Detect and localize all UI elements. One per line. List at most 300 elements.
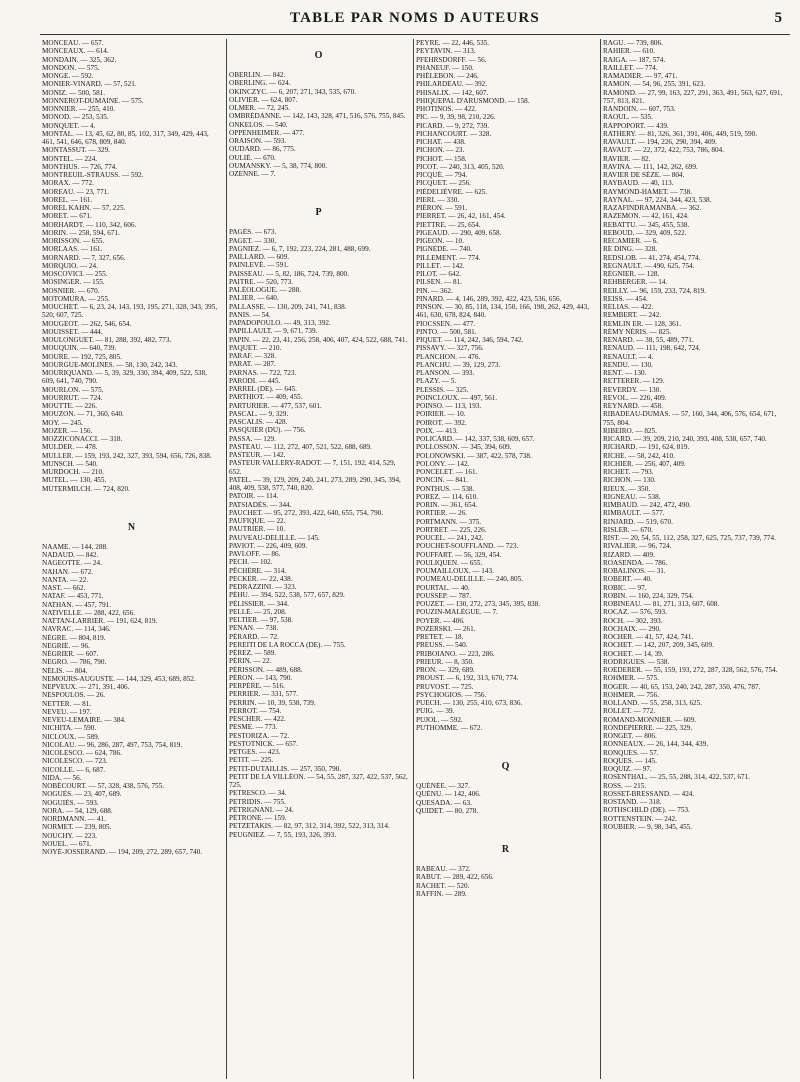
index-entry: PIETTRE. — 25, 654. (416, 220, 481, 229)
index-entry: PICQUÉ. — 794. (416, 171, 468, 179)
index-entry: MORIN. — 258, 594, 671. (42, 228, 120, 237)
index-entry: OMBRÉDANNE. — 142, 143, 328, 471, 516, 576, 755, 845. (229, 112, 406, 121)
index-entry: PETIT. — 225. (229, 756, 274, 765)
index-entry: RELIAS. — 422. (603, 303, 654, 311)
index-entry: POYER. — 406. (416, 616, 465, 625)
index-entry: RATHERY. — 81, 326, 361, 391, 406, 449, 519, 590. (603, 129, 758, 138)
page-title: TABLE PAR NOMS D AUTEURS (290, 10, 540, 26)
index-entry: PECKER. — 22, 438. (229, 574, 293, 583)
index-entry: RANDOIN. — 607, 753. (603, 105, 676, 113)
index-entry: NETTER. — 81. (42, 699, 92, 708)
index-entry: POIX. — 413. (416, 426, 458, 435)
index-entry: ROQUIZ. — 97. (603, 765, 652, 773)
index-entry: PRIBOIANO. — 223, 286. (416, 649, 495, 658)
index-entry: PÊCHÈRE. — 314. (229, 566, 287, 575)
index-entry: NÈGRE. — 804, 819. (42, 633, 106, 642)
index-entry: RIZARD. — 409. (603, 550, 655, 559)
section-letter: N (127, 521, 136, 533)
index-entry: ROSSET-BRESSAND. — 424. (603, 789, 695, 798)
index-entry: PILLET. — 142. (416, 261, 465, 270)
index-entry: POUCHET-SOUFFLAND. — 723. (416, 542, 519, 551)
index-entry: ROQUES. — 145. (603, 756, 657, 765)
index-entry: NICLOUX. — 589. (42, 732, 100, 741)
index-entry: NANTA. — 22. (42, 575, 89, 584)
index-entry: POZERSKI. — 261. (416, 624, 476, 633)
index-entry: MONTREUIL-STRAUSS. — 592. (42, 171, 144, 179)
index-entry: RAGU. — 739, 806. (603, 39, 663, 47)
index-entry: ROCHER. — 41, 57, 424, 741. (603, 633, 694, 641)
index-entry: RAVIER DE SÈZE. — 804. (603, 171, 685, 179)
index-entry: REDSLOB. — 41, 274, 454, 774. (603, 253, 701, 262)
index-entry: MONGE. — 592. (42, 72, 94, 80)
index-entry: ROSENTHAL. — 25, 55, 288, 314, 422, 537, 671. (603, 773, 750, 782)
index-entry: MUTEL. — 130, 455. (42, 476, 107, 485)
index-entry: NADAUD. — 842. (42, 551, 99, 559)
index-entry: REBOUD. — 329, 409, 522. (603, 228, 687, 237)
index-entry: NATHAN. — 457, 791. (42, 600, 112, 609)
index-entry: REVOL. — 226, 409. (603, 393, 667, 402)
index-entry: PICQUET. — 256. (416, 179, 471, 188)
index-entry: RAYNAL. — 97, 224, 344, 423, 538. (603, 195, 712, 204)
index-entry: PAGÈS. — 673. (229, 228, 277, 237)
index-entry: RIBADEAU-DUMAS. — 57, 160, 344, 406, 576, 654, 671, 755, 804. (603, 410, 777, 427)
index-entry: POUFFART. — 56, 329, 454. (416, 550, 502, 559)
index-entry: RENAUD. — 111, 198, 642, 724. (603, 344, 701, 353)
index-entry: ORAISON. — 593. (229, 137, 287, 145)
index-entry: NOYÉ-JOSSERAND. — 194, 209, 272, 289, 657, 740. (42, 848, 203, 856)
index-entry: OLMER. — 72, 245. (229, 104, 291, 112)
index-entry: RAYMOND-HAMET. — 738. (603, 187, 693, 196)
index-entry: REHBERGER. — 14. (603, 278, 668, 287)
index-entry: PALIER. — 640. (229, 294, 279, 303)
index-entry: PETRIDIS. — 755. (229, 797, 286, 806)
index-entry: NEPVEUX. — 271, 391, 406. (42, 683, 130, 691)
index-entry: PASTEUR. — 142. (229, 451, 286, 459)
index-entry: MOSCOVICI. — 255. (42, 270, 108, 278)
index-entry: MORLAAS. — 161. (42, 245, 103, 254)
index-entry: PUTHOMME. — 672. (416, 723, 483, 732)
index-entry: PERROT. — 754. (229, 706, 282, 715)
index-entry: PINSON. — 30, 85, 118, 134, 150, 166, 198, 262, 429, 443, 461, 630, 678, 824, 840. (416, 303, 590, 320)
index-entry: PILLEMENT. — 774. (416, 253, 481, 262)
index-entry: PESTORIZA. — 72. (229, 731, 290, 740)
index-entry: PELTIER. — 97, 538. (229, 616, 294, 624)
index-entry: MOUZON. — 71, 360, 640. (42, 410, 124, 419)
index-entry: ROCHET. — 142, 207, 209, 345, 609. (603, 641, 714, 650)
index-entry: PESCHER. — 422. (229, 715, 286, 723)
index-entry: RAZAFINDRAMANBA. — 362. (603, 204, 702, 212)
index-entry: PEYTAVIN. — 313. (416, 47, 476, 56)
index-entry: MOSINGER. — 155. (42, 278, 105, 287)
index-entry: MONCEAUX. — 614. (42, 47, 109, 56)
index-entry: PHIQUEPAL D'ARUSMOND. — 158. (416, 96, 530, 105)
index-entry: RIGNEAU. — 538. (603, 492, 661, 501)
index-entry: MONOD. — 253, 535. (42, 113, 109, 122)
index-entry: NOGUÈS. — 23, 407, 689. (42, 790, 122, 799)
index-entry: PUIG. — 39. (416, 707, 455, 716)
index-entry: MONIZ. — 500, 581. (42, 88, 106, 97)
index-entry: RICHIER. — 256, 407, 409. (603, 459, 686, 468)
index-entry: PARTHIOT. — 409, 455. (229, 393, 303, 402)
index-entry: PÉRISSON. — 489, 688. (229, 665, 303, 674)
index-entry: NICOLAU. — 96, 286, 287, 497, 753, 754, 819. (42, 740, 183, 749)
index-entry: POLLOSSON. — 345, 394, 609. (416, 443, 512, 452)
index-entry: NEGRIÉ. — 96. (42, 641, 90, 650)
index-entry: MONNEROT-DUMAINE. — 575. (42, 96, 144, 105)
index-entry: PRON. — 329, 689. (416, 666, 475, 674)
index-entry: MONDAIN. — 325, 362. (42, 55, 117, 64)
index-entry: PILSEN. — 81. (416, 278, 462, 287)
index-entry: RICHON. — 130. (603, 476, 656, 485)
index-entry: PILOT. — 642. (416, 270, 461, 278)
index-entry: POUSSEP. — 787. (416, 591, 472, 600)
index-entry: PICARD. — 9, 272, 739. (416, 121, 490, 130)
index-entry: PAPIN. — 22, 23, 41, 256, 258, 406, 407, 424, 522, 688, 741. (229, 335, 408, 344)
index-entry: RAFFIN. — 289. (416, 889, 467, 898)
index-entry: PAUVEAU-DELILLE. — 145. (229, 533, 320, 542)
index-entry: PINTO. — 500, 581. (416, 327, 477, 336)
index-entry: PIÉDELIÈVRE. — 625. (416, 187, 488, 196)
index-entry: PASCALIS. — 428. (229, 418, 288, 426)
index-entry: NEMOURS-AUGUSTE. — 144, 329, 453, 689, 852. (42, 674, 196, 683)
index-entry: PAINLEVÉ. — 591. (229, 261, 289, 270)
index-entry: RICARD. — 39, 209, 210, 240, 393, 408, 538, 657, 740. (603, 435, 767, 443)
index-entry: MOURLON. — 575. (42, 385, 104, 394)
index-entry: RAVIER. — 82. (603, 154, 651, 163)
section-letter: Q (501, 761, 510, 772)
index-entry: POURTAL. — 40. (416, 583, 470, 592)
index-entry: REBATTU. — 345, 455, 538. (603, 220, 690, 229)
index-entry: RÉGNIER. — 128. (603, 270, 660, 278)
index-entry: ROSTAND. — 318. (603, 798, 662, 806)
index-entry: QUÉNU. — 142, 406. (416, 790, 481, 799)
index-entry: MOZZICONACCI. — 318. (42, 435, 123, 443)
index-entry: ROCHET. — 14, 39. (603, 649, 664, 658)
index-entry: NICHITA. — 590. (42, 724, 97, 733)
index-entry: PIGEON. — 10. (416, 237, 464, 245)
index-entry: REGNAULT. — 490, 625, 754. (603, 261, 695, 270)
index-entry: NÉGRIER. — 607. (42, 650, 99, 658)
index-entry: PASCAL. — 9, 329. (229, 409, 289, 418)
index-entry: PHILARDEAU. — 392. (416, 80, 488, 89)
index-entry: NORA. — 54, 129, 688. (42, 806, 113, 815)
index-entry: NIDA. — 56. (42, 773, 82, 782)
index-entry: PARAF. — 328. (229, 352, 277, 360)
index-entry: RENT. — 130. (603, 369, 647, 377)
index-entry: PATOIR. — 114. (229, 492, 279, 501)
index-entry: NOBÉCOURT. — 57, 328, 438, 576, 755. (42, 782, 165, 790)
index-entry: MORQUIO. — 24. (42, 261, 98, 270)
index-entry: PUJOL. — 592. (416, 715, 463, 724)
index-entry: ROBALINOS. — 31. (603, 567, 666, 575)
index-entry: PICOT. — 240, 313, 405, 520. (416, 162, 505, 171)
index-entry: PRETET. — 18. (416, 633, 464, 641)
index-entry: PERRIN. — 10, 39, 538, 739. (229, 698, 316, 707)
section-letter: R (501, 844, 510, 855)
index-entry: PETGES. — 423. (229, 748, 281, 756)
index-entry: POINSO. — 113, 193. (416, 402, 482, 410)
index-entry: MOUGEOT. — 262, 546, 654. (42, 319, 132, 328)
index-entry: PESME. — 773. (229, 723, 278, 732)
index-entry: ROMAND-MONNIER. — 609. (603, 715, 697, 724)
index-entry: NAHAN. — 672. (42, 567, 94, 576)
index-entry: MOULONGUET. — 81, 288, 392, 482, 773. (42, 336, 172, 344)
index-entry: RAOUL. — 535. (603, 113, 653, 122)
index-entry: MONNIER. — 255, 410. (42, 105, 116, 113)
index-entry: PATSIADÈS. — 344. (229, 500, 292, 509)
index-entry: PICHAT. — 438. (416, 138, 466, 146)
index-entry: ROHMER. — 575. (603, 674, 659, 683)
index-entry: RAYBAUD. — 40, 113. (603, 179, 674, 188)
index-entry: PAUTRIER. — 10. (229, 525, 286, 534)
index-entry: RETTERER. — 129. (603, 377, 665, 386)
index-entry: PHISALIX. — 142, 607. (416, 88, 489, 97)
index-entry: PIC. — 9, 39, 98, 210, 226. (416, 113, 496, 122)
index-entry: QUIDET. — 80, 278. (416, 806, 479, 815)
index-entry: OZENNE. — 7. (229, 170, 276, 178)
index-entry: RIMBAUD. — 242, 472, 490. (603, 501, 691, 509)
index-entry: RACHET. — 520. (416, 881, 470, 890)
index-entry: PEDRAZZINI. — 323. (229, 583, 297, 591)
index-entry: PARTURIER. — 477, 537, 601. (229, 401, 322, 410)
section-spacer (42, 493, 221, 511)
index-entry: PAUCHET. — 95, 272, 393, 422, 640, 655, 754, 790. (229, 508, 384, 517)
index-entry: PIERI. — 330. (416, 195, 460, 204)
index-entry: RAHIER. — 610. (603, 47, 655, 56)
index-entry: PICHOT. — 158. (416, 154, 467, 163)
index-entry: PIGEAUD. — 290, 409, 658. (416, 228, 502, 237)
index-entry: RODRIGUES. — 538. (603, 657, 670, 666)
index-entry: PRUVOST. — 725. (416, 682, 474, 691)
index-entry: PARNAS. — 722, 723. (229, 368, 297, 377)
index-entry: PEUGNIEZ. — 7, 55, 193, 326, 393. (229, 830, 337, 839)
index-entry: RIBEIRO. — 825. (603, 426, 657, 435)
index-entry: MULDER. — 478. (42, 443, 98, 452)
index-entry: PLESSIS. — 325. (416, 385, 469, 394)
index-entry: ROCHAIX. — 290. (603, 624, 661, 633)
index-entry: MULLER. — 159, 193, 242, 327, 393, 594, 656, 726, 838. (42, 451, 212, 460)
index-entry: RAZEMON. — 42, 161, 424. (603, 212, 689, 221)
index-entry: RAMADIER. — 97, 471. (603, 72, 678, 80)
index-entry: PARREL (DE). — 645. (229, 385, 297, 393)
index-entry: RÉMY NÉRIS. — 825. (603, 327, 672, 336)
index-entry: ROUBIER. — 9, 98, 345, 455. (603, 822, 693, 831)
index-entry: POIRIER. — 10. (416, 410, 466, 419)
index-entry: NAAME. — 144, 288. (42, 542, 108, 551)
index-entry: OKINCZYC. — 6, 207, 271, 343, 535, 670. (229, 87, 356, 96)
index-entry: ROSS. — 215. (603, 781, 647, 790)
index-entry: MOREL. — 161. (42, 195, 93, 204)
index-entry: PIERRET. — 26, 42, 161, 454. (416, 212, 506, 221)
index-entry: POULIQUEN. — 655. (416, 558, 483, 567)
index-entry: PELLÉ. — 25, 208. (229, 607, 287, 616)
index-entry: PÉLISSIER. — 344. (229, 599, 289, 608)
index-entry: MURDOCH. — 210. (42, 468, 104, 476)
index-entry: PONCELET. — 161. (416, 468, 478, 476)
index-entry: POLICARD. — 142, 337, 538, 609, 657. (416, 435, 535, 443)
index-entry: NORDMANN. — 41. (42, 815, 106, 823)
index-entry: REMLIN ER. — 128, 361. (603, 319, 682, 328)
index-entry: ROTHSCHILD (DE). — 753. (603, 806, 690, 815)
index-entry: RAMOND. — 27, 99, 163, 227, 291, 363, 491, 563, 627, 691, 757, 813, 821. (603, 88, 783, 105)
index-entry: RINJARD. — 519, 670. (603, 517, 673, 526)
index-entry: NAST. — 662. (42, 584, 86, 592)
index-entry: POUZET. — 130, 272, 273, 345, 395, 838. (416, 600, 541, 608)
index-entry: PHANEUF. — 150. (416, 63, 474, 72)
index-entry: NAVRAC. — 114, 346. (42, 625, 111, 634)
index-entry: RICHET. — 793. (603, 468, 654, 476)
index-entry: MONDON. — 575. (42, 63, 100, 72)
index-entry: PÉTRIGNANI. — 24. (229, 805, 294, 814)
index-entry: RENAULT. — 4. (603, 352, 654, 361)
index-entry: MOUQUIN. — 640, 739. (42, 344, 117, 353)
index-entry: PICHANCOURT. — 328. (416, 129, 492, 138)
index-entry: PÉTRONE. — 159. (229, 814, 287, 822)
index-entry: MONTEL. — 224. (42, 154, 98, 163)
index-entry: MOREAU. — 23, 771. (42, 187, 110, 196)
index-entry: NICOLESCO. — 723. (42, 757, 108, 766)
index-entry: POINCLOUX. — 497, 561. (416, 393, 498, 402)
index-entry: PATEL. — 39, 129, 209, 240, 241, 273, 289, 290, 345, 394, 408, 409, 538, 577, 740, 820. (229, 475, 401, 492)
index-entry: RAILLET. — 774. (603, 63, 658, 72)
index-entry: PONTHUS. — 538. (416, 484, 475, 493)
index-entry: NEGRO. — 786, 790. (42, 658, 107, 667)
index-entry: PASTEUR VALLERY-RADOT. — 7, 151, 192, 414, 529, 652. (229, 459, 396, 476)
index-entry: ROASENDA. — 786. (603, 558, 668, 567)
index-entry: MOY. — 245. (42, 418, 84, 427)
index-entry: RONGET. — 806. (603, 732, 657, 740)
index-entry: PECH. — 102. (229, 558, 273, 567)
index-entry: POREZ. — 114, 610. (416, 492, 479, 501)
index-entry: MUTERMILCH. — 724, 820. (42, 484, 130, 493)
index-entry: PARAT. — 287. (229, 360, 276, 369)
index-entry: PETZETAKIS. — 82, 97, 312, 314, 392, 522, 313, 314. (229, 822, 390, 831)
index-entry: MOUISSET. — 444. (42, 327, 103, 336)
index-entry: OBERLING. — 624. (229, 79, 291, 88)
index-entry: NATIVELLE. — 288, 422, 656. (42, 608, 136, 617)
index-entry: REYNARD. — 458. (603, 402, 663, 410)
index-entry: MOUTTE. — 226. (42, 402, 98, 410)
index-entry: NAGEOTTE. — 24. (42, 559, 102, 568)
index-entry: MONIER-VINARD. — 57, 521. (42, 80, 137, 89)
index-entry: PAITRE. — 520, 773. (229, 277, 294, 286)
index-entry: MOREL KAHN. — 57, 225. (42, 204, 126, 212)
index-entry: NATAF. — 453, 771. (42, 592, 104, 601)
index-entry: PAVIOT. — 226, 409, 609. (229, 541, 308, 550)
index-entry: NOUCHY. — 223. (42, 831, 97, 840)
index-entry: PAILLARD. — 609. (229, 253, 290, 261)
index-entry: RIVALIER. — 96, 724. (603, 542, 672, 551)
index-entry: PIGNÈDE. — 740. (416, 245, 472, 254)
index-entry: PORTIER. — 26. (416, 509, 468, 518)
index-entry: PLANCHON. — 476. (416, 352, 481, 361)
index-entry: ROHMER. — 756. (603, 690, 659, 699)
index-entry: RENARD. — 38, 55, 489, 771. (603, 336, 694, 344)
index-entry: PENAN. — 738. (229, 624, 279, 633)
section-letter: O (314, 50, 323, 61)
index-entry: PIOCSSEN. — 477. (416, 319, 476, 328)
index-entry: RABEAU. — 372. (416, 865, 471, 873)
index-entry: MOURIQUAND. — 5, 39, 329, 330, 394, 409, 522, 538, 609, 641, 740, 790. (42, 369, 207, 386)
index-entry: MONTHUS. — 726, 774. (42, 162, 118, 171)
index-entry: POIROT. — 392. (416, 418, 467, 427)
index-entry: PORTMANN. — 375. (416, 517, 482, 526)
index-entry: OUDARD. — 86, 775. (229, 145, 296, 154)
index-entry: PORTRET. — 225, 226. (416, 525, 487, 534)
index-entry: PETIT DE LA VILLÉON. — 54, 55, 287, 327, 422, 537, 562, 725. (229, 772, 408, 789)
index-entry: PALLASSE. — 130, 209, 241, 741, 838. (229, 302, 347, 311)
index-entry: NICOLESCO. — 624, 786. (42, 749, 122, 757)
index-entry: MOUCHET. — 6, 23, 24, 143, 193, 195, 271, 328, 343, 395, 520, 607, 725. (42, 303, 218, 320)
index-entry: PREUSS. — 540. (416, 641, 468, 650)
index-entry: MOZER. — 156. (42, 426, 93, 435)
index-entry: RENDU. — 130. (603, 360, 653, 369)
index-entry: PICHON. — 23. (416, 146, 465, 155)
index-entry: PLANSON. — 393. (416, 369, 475, 377)
index-entry: RISLER. — 670. (603, 525, 653, 534)
index-entry: PRIEUR. — 8, 350. (416, 657, 474, 666)
index-entry: NÉLIS. — 804. (42, 666, 88, 675)
section-spacer (416, 815, 595, 833)
index-entry: MOTOMURA. — 255. (42, 294, 110, 303)
index-entry: NEVEU. — 197. (42, 707, 92, 716)
index-entry: NEVEU-LEMAIRE. — 384. (42, 716, 126, 724)
index-entry: NESPOULOS. — 26. (42, 691, 106, 700)
index-entry: PALÉOLOGUE. — 288. (229, 286, 302, 294)
index-entry: PINARD. — 4, 146, 289, 392, 422, 423, 536, 656. (416, 294, 562, 303)
index-entry: PAGNIEZ. — 6, 7, 192, 223, 224, 281, 488, 699. (229, 244, 371, 253)
index-entry: PAPADOPOULO. — 49, 313, 392. (229, 319, 331, 327)
index-entry: PIN. — 362. (416, 286, 453, 295)
index-entry: REILLY. — 96, 159, 233, 724, 819. (603, 286, 706, 295)
index-entry: PONCIN. — 841. (416, 476, 468, 485)
index-entry: PIQUET. — 114, 242, 346, 594, 742. (416, 336, 524, 344)
index-entry: PASTEAU. — 112, 272, 407, 521, 522, 688, 689. (229, 442, 372, 451)
index-entry: NOGUIÈS. — 593. (42, 798, 99, 807)
index-entry: MONTASSUT. — 329. (42, 146, 110, 155)
index-entry: POLONY. — 142. (416, 459, 470, 468)
index-columns (40, 39, 790, 1079)
index-entry: POUZIN-MALÈGUE. — 7. (416, 608, 498, 617)
section-letter: P (315, 207, 322, 219)
index-entry: PAQUET. — 210. (229, 343, 282, 352)
index-entry: RICHARD. — 191, 624, 819. (603, 443, 690, 452)
index-entry: MOURGUE-MOLINES. — 58, 130, 242, 343. (42, 360, 178, 369)
index-entry: ROCAZ. — 576, 593. (603, 608, 667, 617)
index-entry: PÉREZ. — 589. (229, 649, 277, 657)
index-entry: MORAX. — 772. (42, 179, 94, 188)
index-entry: RONNEAUX. — 26, 144, 344, 439. (603, 740, 709, 749)
index-entry: REMBERT. — 242. (603, 311, 662, 320)
index-entry: MORHARDT. — 110, 342, 606. (42, 220, 137, 229)
index-entry: POUCEL. — 241, 242. (416, 534, 484, 542)
index-entry: PLAZY. — 5. (416, 377, 457, 386)
index-entry: PESTOTNICK. — 657. (229, 739, 298, 748)
index-entry: ROBERT. — 40. (603, 575, 652, 584)
index-entry: MONTAL. — 13, 45, 62, 80, 85, 102, 317, 349, 429, 443, 461, 541, 646, 678, 809, 840. (42, 129, 209, 146)
index-entry: PÉRIN. — 22. (229, 657, 272, 666)
index-entry: ROLLET. — 772. (603, 707, 656, 716)
index-entry: QUÉNÉE. — 327. (416, 782, 470, 790)
page-header (40, 0, 790, 35)
index-entry: PAISSEAU. — 5, 82, 186, 724, 739, 800. (229, 269, 349, 278)
index-entry: PHOTINOS. — 422. (416, 105, 477, 113)
index-entry: PASSA. — 129. (229, 434, 276, 443)
index-column-2 (227, 39, 414, 1079)
section-spacer (229, 178, 408, 196)
index-entry: PIÉRON. — 591. (416, 204, 468, 212)
index-entry: NOUEL. — 671. (42, 839, 92, 848)
